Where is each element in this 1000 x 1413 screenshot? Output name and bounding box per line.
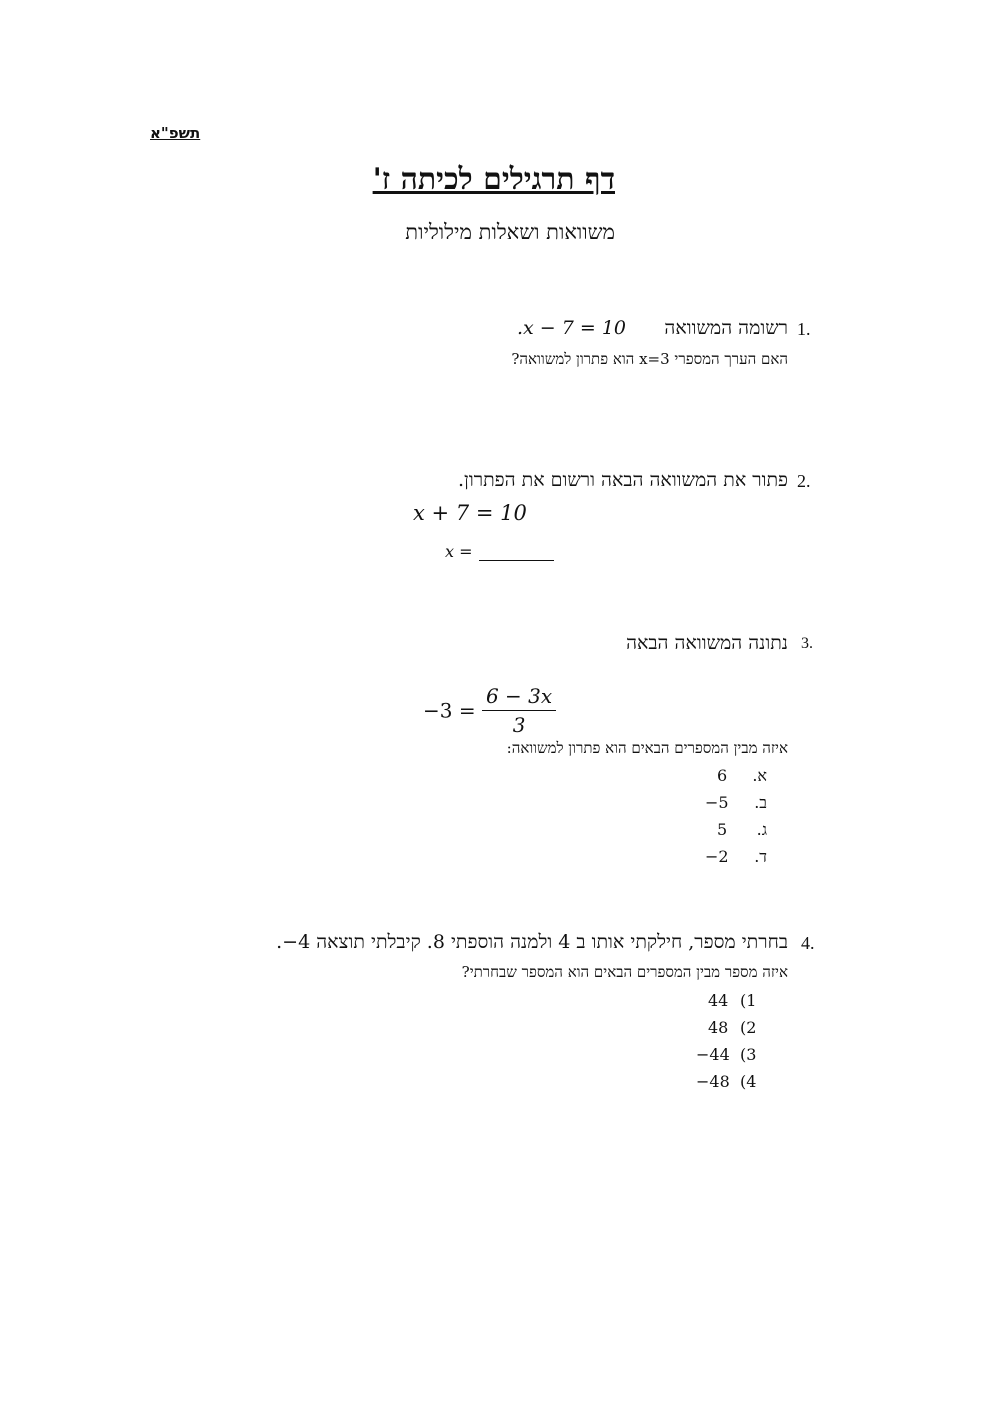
q3-option-letter[interactable]: א. (752, 766, 767, 785)
q3-equation (423, 684, 556, 737)
q3-question: איזה מבין המספרים הבאים הוא פתרון למשוואה: (506, 739, 788, 757)
q3-option-letter[interactable]: ב. (754, 793, 767, 812)
q1-text: רשומה המשוואה (664, 317, 788, 339)
q2-answer-blank[interactable] (479, 544, 554, 561)
q1-number: 1. (797, 319, 811, 339)
q3-number: 3. (801, 635, 813, 652)
q4-option-value: −48 (696, 1072, 730, 1091)
q3-numerator: 6 − 3x (482, 684, 556, 711)
q4-option-value: 48 (708, 1018, 729, 1037)
q1-equation: .x − 7 = 10 (517, 317, 627, 339)
q3-equation-left: −3 = (423, 698, 476, 723)
page-subtitle: משוואות ושאלות מילוליות (405, 220, 615, 244)
q1-question: האם הערך המספרי x=3 הוא פתרון למשוואה? (511, 350, 788, 368)
q2-answer-line[interactable] (445, 542, 554, 561)
q3-option-value: −2 (705, 847, 729, 866)
q4-option-marker[interactable]: (4 (740, 1072, 757, 1091)
q3-option-value: 5 (717, 820, 728, 839)
q3-denominator: 3 (512, 713, 526, 737)
q2-answer-label: x = (445, 542, 473, 561)
q4-option-value: −44 (696, 1045, 730, 1064)
q3-option-value: 6 (717, 766, 728, 785)
page-title: דף תרגילים לכיתה ז' (372, 162, 615, 197)
q4-option-marker[interactable]: (3 (740, 1045, 757, 1064)
q3-text: נתונה המשוואה הבאה (626, 632, 788, 654)
q3-option-value: −5 (705, 793, 729, 812)
q2-number: 2. (797, 471, 811, 491)
q4-text: בחרתי מספר, חילקתי אותו ב 4 ולמנה הוספתי 8. קיבלתי תוצאה 4−. (276, 931, 788, 953)
q2-text: פתור את המשוואה הבאה ורשום את הפתרון. (458, 469, 788, 491)
q3-option-letter[interactable]: ג. (756, 820, 767, 839)
q2-equation: x + 7 = 10 (413, 501, 527, 525)
q4-option-marker[interactable]: (1 (740, 991, 757, 1010)
q4-question: איזה מספר מבין המספרים הבאים הוא המספר שבחרתי? (461, 963, 788, 981)
q3-fraction (482, 684, 556, 737)
q3-option-letter[interactable]: ד. (754, 847, 767, 866)
q4-number: 4. (801, 933, 815, 953)
q4-option-marker[interactable]: (2 (740, 1018, 757, 1037)
school-year: תשפ"א (150, 124, 201, 142)
q4-option-value: 44 (708, 991, 729, 1010)
